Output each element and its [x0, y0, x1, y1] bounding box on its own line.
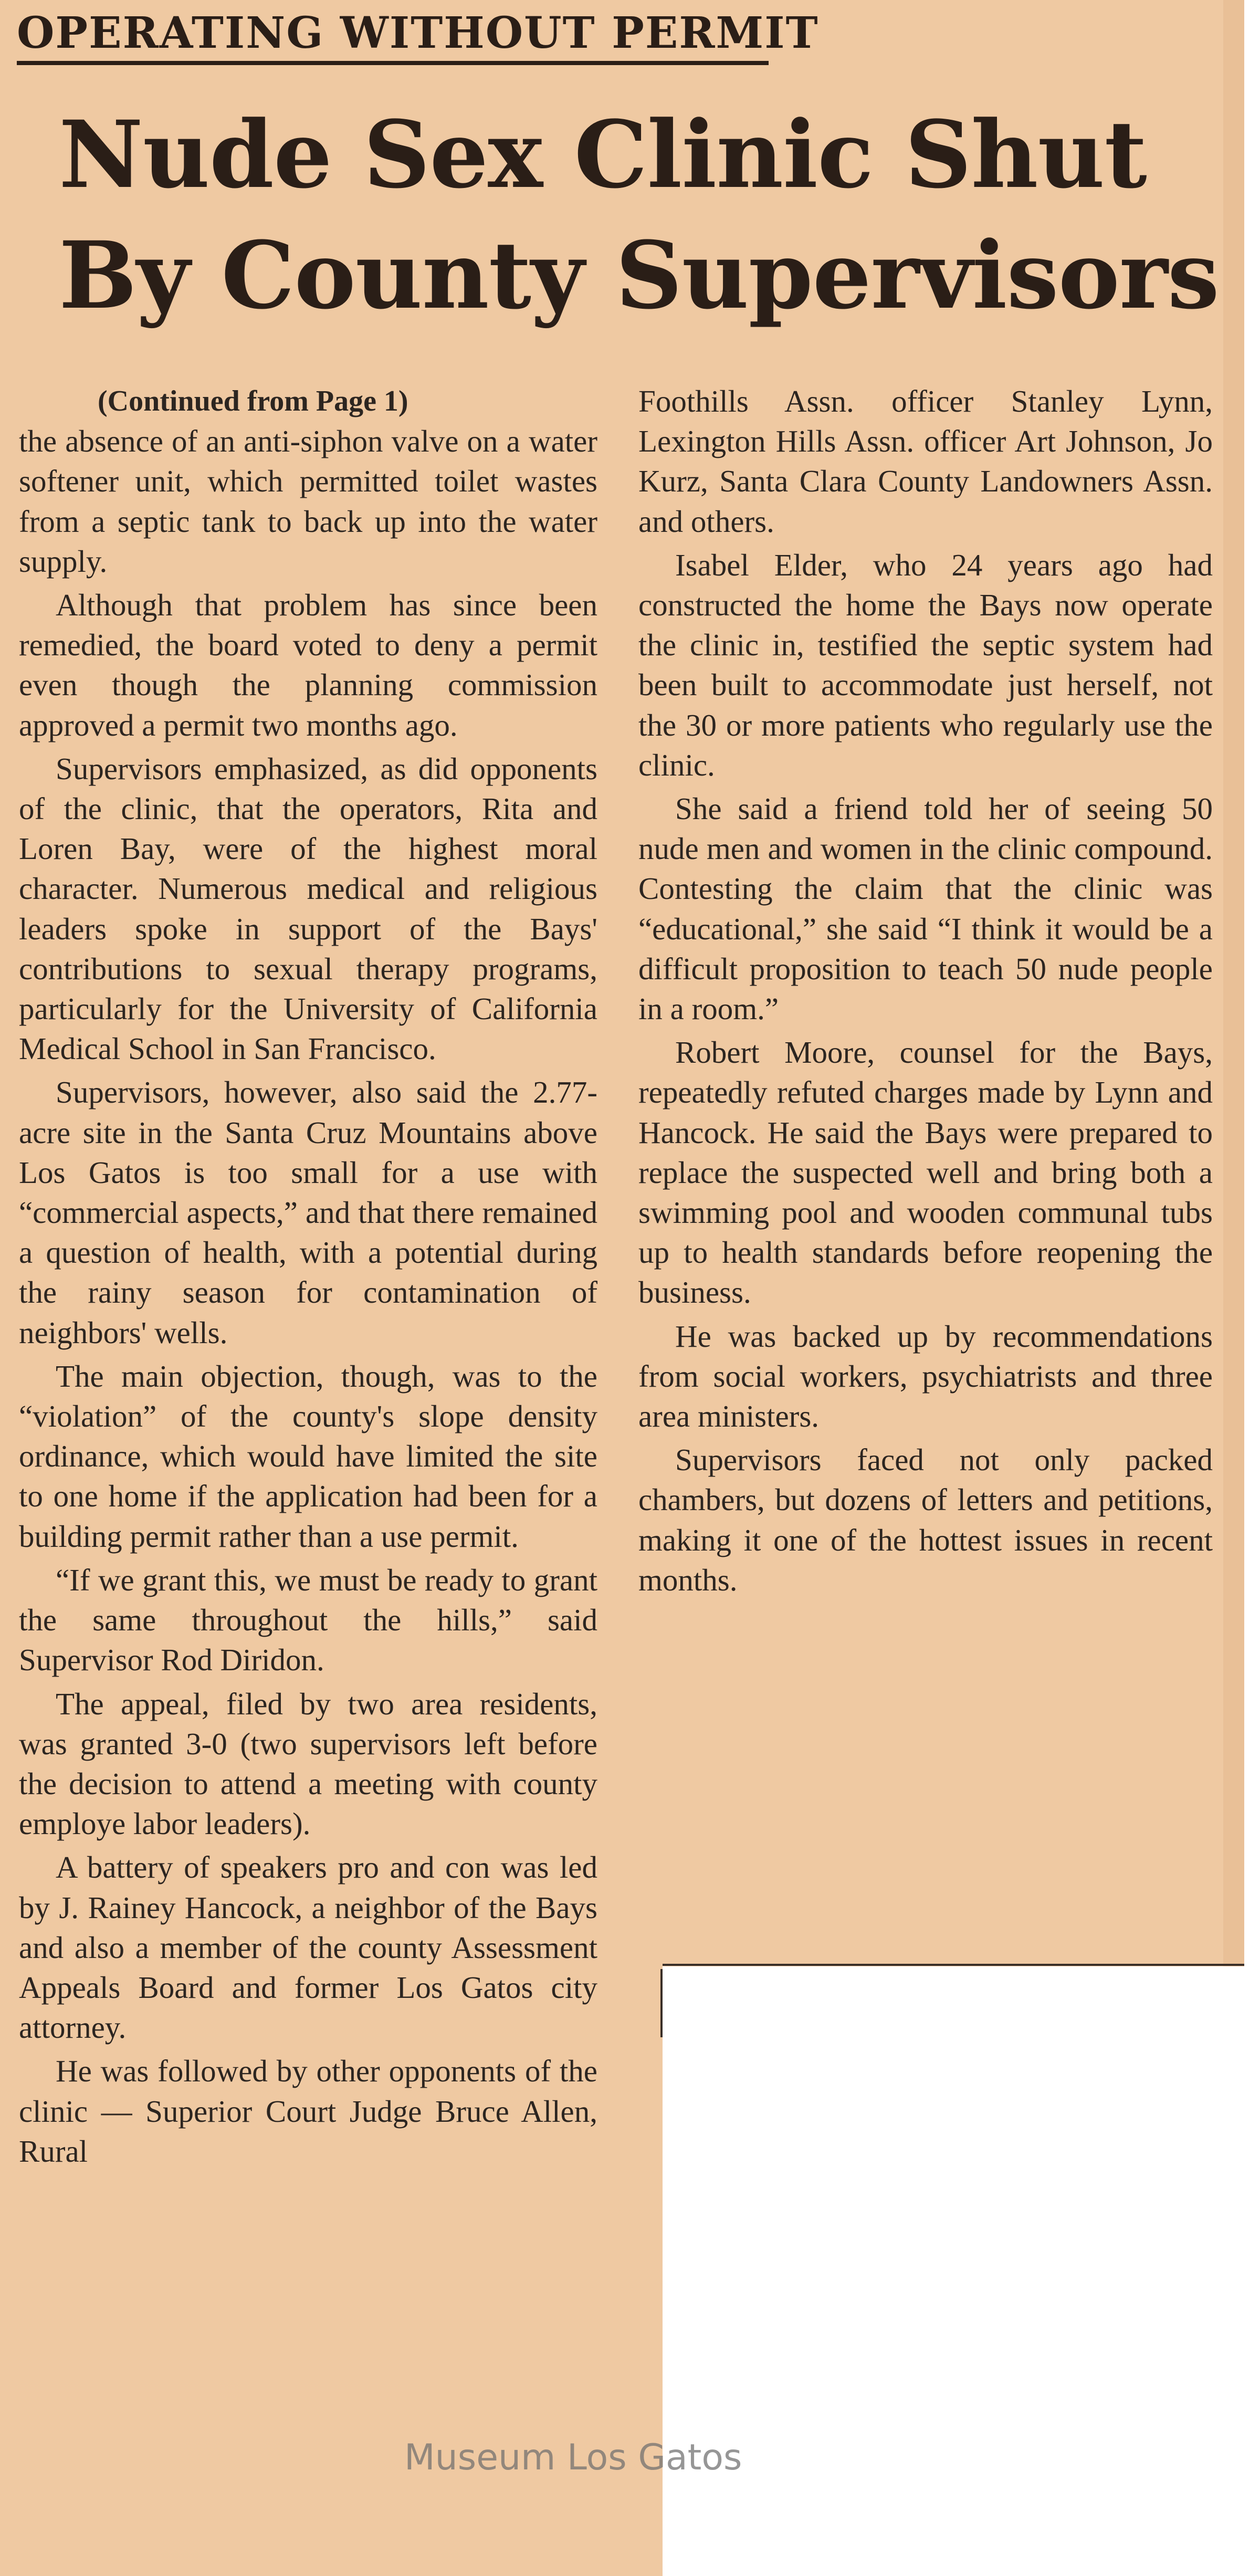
headline-line-1: Nude Sex Clinic Shut	[59, 100, 1147, 209]
column-end-rule	[663, 1964, 1244, 1966]
article-column-right	[638, 381, 1213, 1604]
paragraph: He was followed by other opponents of the clinic — Superior Court Judge Bruce Allen, Rural	[19, 2054, 597, 2169]
continued-note: (Continued from Page 1)	[98, 385, 408, 417]
article-column-left	[19, 381, 597, 2175]
paragraph: Foothills Assn. officer Stanley Lynn, Lexington Hills Assn. officer Art Johnson, Jo Kurz, Santa Clara County Landowners Assn. and others.	[638, 384, 1213, 539]
paragraph: Supervisors, however, also said the 2.77-acre site in the Santa Cruz Mountains above Los Gatos is too small for a use with “commercial aspects,” and that there remained a question of health, with a potential during the rainy season for contamination of neighbors' wells.	[19, 1075, 597, 1350]
kicker-heading: OPERATING WITHOUT PERMIT	[17, 8, 819, 58]
paragraph: The main objection, though, was to the “violation” of the county's slope density ordinance, which would have limited the site to one home if the application had been for a building permit rather than a use permit.	[19, 1358, 597, 1554]
headline	[59, 95, 1219, 336]
paragraph: He was backed up by recommendations from social workers, psychiatrists and three area ministers.	[638, 1318, 1213, 1434]
paragraph: the absence of an anti-siphon valve on a water softener unit, which permitted toilet wastes from a septic tank to back up into the water supply.	[19, 424, 597, 579]
paragraph: Supervisors emphasized, as did opponents of the clinic, that the operators, Rita and Loren Bay, were of the highest moral character. Numerous medical and religious leaders spoke in support of the Bays' contributions to sexual therapy programs, particularly for the University of California Medical School in San Francisco.	[19, 751, 597, 1066]
paragraph: Robert Moore, counsel for the Bays, repeatedly refuted charges made by Lynn and Hancock. He said the Bays were prepared to replace the suspected well and bring both a swimming pool and wooden communal tubs up to health standards before reopening the business.	[638, 1035, 1213, 1310]
paragraph: A battery of speakers pro and con was led by J. Rainey Hancock, a neighbor of the Bays and also a member of the county Assessment Appeals Board and former Los Gatos city attorney.	[19, 1850, 597, 2045]
paragraph: Although that problem has since been remedied, the board voted to deny a permit even though the planning commission approved a permit two months ago.	[19, 588, 597, 742]
paragraph: Isabel Elder, who 24 years ago had constructed the home the Bays now operate the clinic in, testified the septic system had been built to accommodate just herself, not the 30 or more patients who regularly use the clinic.	[638, 547, 1213, 782]
kicker-underline	[17, 61, 769, 65]
watermark: Museum Los Gatos	[404, 2437, 742, 2478]
column-divider-mark	[660, 1969, 663, 2037]
paragraph: Supervisors faced not only packed chambers, but dozens of letters and petitions, making it one of the hottest issues in recent months.	[638, 1442, 1213, 1597]
paragraph: The appeal, filed by two area residents, was granted 3-0 (two supervisors left before the decision to attend a meeting with county employe labor leaders).	[19, 1686, 597, 1841]
paragraph: “If we grant this, we must be ready to grant the same throughout the hills,” said Supervisor Rod Diridon.	[19, 1562, 597, 1678]
clipping-torn-edge	[1223, 0, 1244, 1966]
headline-line-2: By County Supervisors	[59, 221, 1219, 330]
paragraph: She said a friend told her of seeing 50 nude men and women in the clinic compound. Contesting the claim that the clinic was “educational,” she said “I think it would be a difficult proposition to teach 50 nude people in a room.”	[638, 791, 1213, 1027]
